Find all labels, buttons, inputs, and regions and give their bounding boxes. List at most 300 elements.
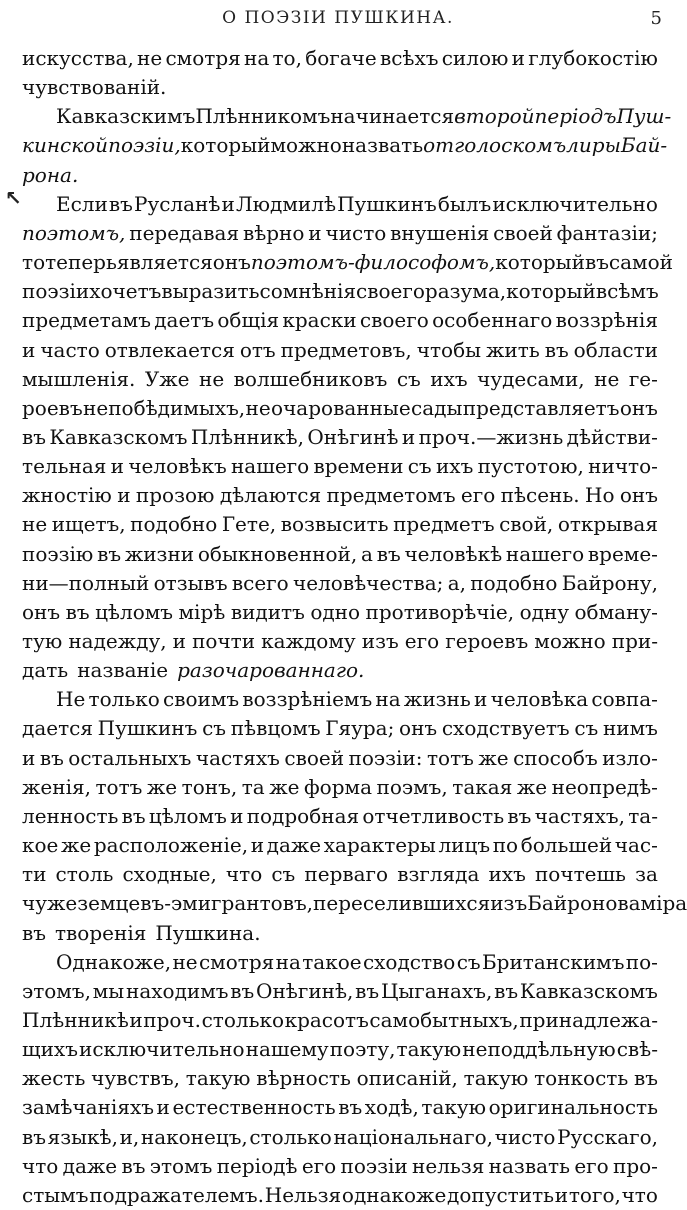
word: предметамъ <box>22 308 151 333</box>
word: даже <box>62 1153 118 1178</box>
word: то, <box>272 46 302 70</box>
word: естественность <box>172 1095 336 1120</box>
word: час- <box>614 833 658 858</box>
text-line <box>22 773 658 802</box>
word: жить <box>486 337 540 362</box>
word: совпа- <box>591 687 658 712</box>
text-line <box>22 1035 658 1064</box>
word: сходные, <box>122 862 217 887</box>
word: пѣвцомъ <box>230 716 321 741</box>
word: въ <box>507 803 532 828</box>
word: изъ <box>490 891 528 916</box>
word: онъ <box>619 483 658 508</box>
italic-word: поэзіи, <box>108 133 181 158</box>
word: изло- <box>602 745 658 770</box>
word: жесть <box>22 1066 86 1091</box>
word: оригинальность <box>488 1095 658 1120</box>
text-line <box>22 714 658 743</box>
word: нашего <box>230 454 310 479</box>
italic-word: періодъ <box>534 104 617 129</box>
word: же <box>478 745 509 770</box>
word: въ <box>121 803 146 828</box>
word: ходѣ, <box>364 1095 419 1120</box>
word: всѣхъ <box>379 46 439 70</box>
word: онъ <box>212 250 251 275</box>
word: и, <box>119 1124 140 1149</box>
word: глубокостію <box>528 46 658 70</box>
word: замѣчаніяхъ <box>22 1095 154 1120</box>
word: та- <box>628 803 658 828</box>
word: отвлекается <box>104 337 235 362</box>
word: на <box>275 949 301 974</box>
word: пѣсень. <box>500 483 580 508</box>
italic-word: лиры <box>566 133 621 158</box>
word: смотря <box>198 949 275 974</box>
word: даетъ <box>154 308 215 333</box>
word: принадлежа- <box>519 1007 658 1032</box>
word: свой, <box>499 512 554 537</box>
word: отзывъ <box>153 570 228 595</box>
word: обыкновенной, <box>197 541 358 566</box>
word: ихъ <box>435 454 474 479</box>
word: его <box>574 1153 609 1178</box>
word: такое <box>302 949 362 974</box>
word: за <box>635 862 658 887</box>
word: въ <box>65 599 90 624</box>
word: цѣломъ <box>95 599 174 624</box>
word: вѣрность <box>256 1066 351 1091</box>
text-line <box>22 73 658 102</box>
word: не <box>594 366 620 391</box>
word: поэту, <box>329 1037 396 1062</box>
word: разума, <box>424 279 507 304</box>
word: же <box>61 833 92 858</box>
word: такую <box>185 1066 251 1091</box>
word: въ <box>22 424 46 449</box>
italic-word: поэтомъ, <box>22 220 126 245</box>
word: Онѣгинѣ, <box>256 978 354 1003</box>
word: Не <box>56 687 86 712</box>
text-line <box>22 860 658 889</box>
word: богаче <box>305 46 377 70</box>
word: въ <box>22 920 46 945</box>
word: подробная <box>246 803 360 828</box>
word: остальныхъ <box>68 745 192 770</box>
text-line <box>22 102 672 131</box>
word: лицъ <box>438 833 491 858</box>
word: особеннаго <box>432 308 553 333</box>
text-line <box>22 423 658 452</box>
word: общія <box>217 308 280 333</box>
word: того, <box>568 1182 621 1207</box>
word: и <box>129 1007 143 1032</box>
word: который <box>180 133 271 158</box>
text-line <box>22 656 658 685</box>
text-line <box>22 306 658 335</box>
word: фантазіи; <box>556 220 658 245</box>
word: и <box>22 337 36 362</box>
word: краски <box>282 308 357 333</box>
word: проч. <box>143 1007 201 1032</box>
text-line <box>22 744 658 773</box>
word: большей <box>520 833 613 858</box>
word: представляетъ <box>462 395 620 420</box>
word: нимъ <box>602 716 658 741</box>
word: мышленія. <box>22 366 136 391</box>
word: почтешь <box>534 862 626 887</box>
word: столько <box>249 1124 332 1149</box>
text-line <box>22 598 658 627</box>
word: такую <box>463 1066 529 1091</box>
word: наконецъ, <box>140 1124 248 1149</box>
word: сады <box>411 395 463 420</box>
word: одно <box>310 599 361 624</box>
word: своимъ <box>163 687 240 712</box>
word: не <box>245 395 271 420</box>
word: Байрону, <box>561 570 658 595</box>
word: и <box>221 191 235 216</box>
word: всего <box>231 570 289 595</box>
word: жизни <box>124 541 195 566</box>
word: что <box>621 1182 658 1207</box>
word: этомъ <box>149 1153 213 1178</box>
word: нашего <box>505 541 585 566</box>
word: одну <box>519 599 570 624</box>
word: отчетливость <box>362 803 505 828</box>
word: въ <box>39 745 64 770</box>
word: поэзіи <box>22 279 90 304</box>
word: ге- <box>628 366 658 391</box>
text-line <box>22 452 658 481</box>
word: чужеземцевъ-эмигрантовъ, <box>22 891 314 916</box>
word: дѣлаются <box>219 483 322 508</box>
text-line <box>22 1123 658 1152</box>
word: его <box>460 483 496 508</box>
word: и <box>22 745 36 770</box>
word: ти <box>22 862 47 887</box>
word: же <box>146 774 178 799</box>
word: Байронова <box>527 891 641 916</box>
word: стымъ <box>22 1182 89 1207</box>
word: цѣломъ <box>148 803 227 828</box>
text-line <box>22 277 658 306</box>
word: красотъ <box>284 1007 369 1032</box>
word: не <box>22 512 48 537</box>
italic-word: отголоскомъ <box>423 133 567 158</box>
word: Русскаго, <box>557 1124 658 1149</box>
word: назвать <box>488 1153 570 1178</box>
word: Кавказскимъ <box>56 104 196 129</box>
word: такую <box>396 1037 462 1062</box>
word: женія, <box>22 774 91 799</box>
word: открывая <box>557 512 658 537</box>
word: этомъ, <box>22 978 91 1003</box>
text-line <box>22 1006 658 1035</box>
italic-word: кинской <box>22 133 109 158</box>
word: съ <box>202 716 226 741</box>
word: съ <box>574 716 599 741</box>
word: време- <box>587 541 658 566</box>
word: способъ <box>513 745 598 770</box>
word: чудесами, <box>477 366 585 391</box>
word: Гете, <box>221 512 277 537</box>
word: на <box>243 46 270 70</box>
word: очарованные <box>271 395 411 420</box>
word: воззрѣніемъ <box>242 687 373 712</box>
word: не <box>172 949 198 974</box>
word: съ <box>271 862 296 887</box>
word: такая <box>452 774 513 799</box>
word: подражателемъ. <box>89 1182 265 1207</box>
word: въ <box>634 1066 658 1091</box>
word: почти <box>192 629 256 653</box>
word: Однакоже, <box>56 949 172 974</box>
word: теперь <box>45 250 117 275</box>
word: періодѣ <box>216 1153 298 1178</box>
word: хочетъ <box>89 279 162 304</box>
word: столь <box>55 862 114 887</box>
word: Пушкина. <box>155 920 261 945</box>
text-line <box>22 569 658 598</box>
word: искусства, <box>22 46 134 70</box>
word: свѣ- <box>616 1037 658 1062</box>
word: возвысить <box>280 512 389 537</box>
word: своей <box>493 220 553 245</box>
text-line <box>22 219 658 248</box>
text-line <box>22 627 658 656</box>
word: Плѣнникѣ <box>22 1007 129 1032</box>
word: каждому <box>261 629 356 653</box>
word: національнаго, <box>333 1124 493 1149</box>
word: дается <box>22 716 93 741</box>
text-line <box>22 948 658 977</box>
word: онъ <box>619 395 658 420</box>
word: Плѣнникѣ, <box>190 424 304 449</box>
word: можно <box>534 629 606 653</box>
word: былъ <box>437 191 492 216</box>
word: частяхъ, <box>534 803 625 828</box>
word: переселившихся <box>313 891 491 916</box>
italic-word: Бай- <box>620 133 668 158</box>
word: тонъ, <box>181 774 238 799</box>
word: тельная <box>22 454 107 479</box>
word: и <box>117 483 131 508</box>
word: и <box>474 687 488 712</box>
word: не <box>137 46 163 70</box>
word: форма <box>304 774 373 799</box>
word: же <box>269 774 300 799</box>
word: языкѣ, <box>47 1124 118 1149</box>
word: обману- <box>574 599 658 624</box>
word: описаній, <box>356 1066 458 1091</box>
word: и <box>156 1095 170 1120</box>
word: поэмъ, <box>376 774 448 799</box>
word: нельзя <box>412 1153 485 1178</box>
word: человѣкѣ <box>404 541 503 566</box>
word: и <box>110 454 125 479</box>
text-line <box>22 1152 658 1181</box>
word: и <box>250 833 265 858</box>
word: неподдѣльную <box>462 1037 616 1062</box>
word: Пушкинъ <box>337 191 437 216</box>
word: тонкость <box>534 1066 629 1091</box>
text-line <box>22 977 658 1006</box>
word: героевъ <box>445 629 529 653</box>
word: области <box>573 337 658 362</box>
word: передавая <box>129 220 240 245</box>
word: ищетъ, <box>51 512 126 537</box>
word: Если <box>56 191 108 216</box>
word: при- <box>611 629 658 653</box>
word: предметомъ <box>326 483 456 508</box>
word: находимъ <box>126 978 229 1003</box>
word: по- <box>625 949 658 974</box>
text-line <box>22 919 658 948</box>
word: времени <box>313 454 404 479</box>
word: а, <box>447 570 466 595</box>
word: предметъ <box>393 512 495 537</box>
word: ни—полный <box>22 570 150 595</box>
word: ихъ <box>430 366 468 391</box>
word: въ <box>97 541 122 566</box>
word: допустить <box>447 1182 555 1207</box>
word: исключительно <box>79 1037 245 1062</box>
word: ихъ <box>488 862 526 887</box>
word: Онѣгинѣ <box>307 424 399 449</box>
word: только <box>88 687 160 712</box>
word: жизнь <box>403 687 471 712</box>
word: чисто <box>494 1124 556 1149</box>
word: въ <box>230 978 255 1003</box>
word: неопредѣ- <box>551 774 658 799</box>
word: можно <box>270 133 342 158</box>
word: часто <box>40 337 100 362</box>
word: отъ <box>239 337 276 362</box>
word: волшебниковъ <box>233 366 388 391</box>
text-line <box>22 161 658 190</box>
word: его <box>301 1153 337 1178</box>
word: предметовъ, <box>280 337 412 362</box>
word: Уже <box>144 366 190 391</box>
word: столько <box>201 1007 285 1032</box>
word: онъ <box>399 716 438 741</box>
word: является <box>116 250 213 275</box>
word: смотря <box>165 46 241 70</box>
word: про- <box>613 1153 658 1178</box>
word: та <box>241 774 265 799</box>
margin-annotation-mark: ↖ <box>5 186 22 210</box>
italic-word: поэтомъ-философомъ, <box>250 250 496 275</box>
text-line <box>22 1181 658 1210</box>
word: тую <box>22 629 63 653</box>
text-line <box>22 831 658 860</box>
word: тотъ <box>95 774 143 799</box>
word: изъ <box>361 629 399 653</box>
word: однакоже <box>341 1182 447 1207</box>
word: Кавказскомъ <box>519 978 658 1003</box>
italic-word: разочарованнаго. <box>177 658 365 683</box>
word: своего <box>359 308 429 333</box>
word: въ <box>338 1095 363 1120</box>
page-header <box>0 8 676 32</box>
word: своего <box>356 279 425 304</box>
word: роевъ <box>22 395 83 420</box>
word: Британскимъ <box>481 949 625 974</box>
word: человѣчества; <box>293 570 444 595</box>
word: непобѣдимыхъ, <box>83 395 246 420</box>
text-line <box>22 510 658 539</box>
word: человѣка <box>490 687 589 712</box>
word: чувствъ, <box>91 1066 181 1091</box>
text-line <box>22 394 658 423</box>
word: своей <box>284 745 345 770</box>
word: въ <box>22 1124 46 1149</box>
word: и <box>511 46 526 70</box>
word: такую <box>421 1095 487 1120</box>
text-line <box>22 1093 658 1122</box>
text-line <box>22 131 668 160</box>
italic-word: второй <box>454 104 535 129</box>
word: внушенія <box>390 220 490 245</box>
word: Гяура; <box>325 716 395 741</box>
word: подобно <box>470 570 558 595</box>
word: назвать <box>341 133 424 158</box>
word: дать <box>22 658 69 683</box>
text-line <box>22 481 658 510</box>
word: и <box>401 424 416 449</box>
word: дѣйстви- <box>566 424 658 449</box>
text-line <box>22 190 658 219</box>
word: Цыганахъ, <box>380 978 493 1003</box>
word: чисто <box>325 220 387 245</box>
word: и <box>230 803 244 828</box>
word: поэзію <box>22 541 94 566</box>
word: который <box>495 250 585 275</box>
word: Кавказскомъ <box>49 424 188 449</box>
text-line <box>22 802 658 831</box>
word: поэзіи: <box>348 745 423 770</box>
word: выразить <box>161 279 260 304</box>
word: проч.—жизнь <box>418 424 564 449</box>
word: и <box>172 629 186 653</box>
word: мы <box>92 978 125 1003</box>
word: прозою <box>135 483 215 508</box>
word: въ <box>494 978 519 1003</box>
word: вѣрно <box>242 220 305 245</box>
word: онъ <box>22 599 61 624</box>
word: сомнѣнія <box>259 279 357 304</box>
word: въ <box>121 1153 146 1178</box>
word: начинается <box>330 104 455 129</box>
word: характеры <box>323 833 436 858</box>
word: и <box>554 1182 569 1207</box>
word: сходство <box>362 949 456 974</box>
word: тотъ <box>426 745 474 770</box>
word: который <box>506 279 596 304</box>
word: надежду, <box>68 629 167 653</box>
word: что <box>225 862 263 887</box>
word: человѣкъ <box>128 454 227 479</box>
italic-word: рона. <box>22 162 79 187</box>
word: что <box>22 1153 59 1178</box>
word: самой <box>608 250 673 275</box>
word: силою <box>441 46 509 70</box>
word: и <box>308 220 322 245</box>
word: міра <box>640 891 687 916</box>
word: мірѣ <box>178 599 226 624</box>
word: чувствованій. <box>22 75 167 100</box>
word: съ <box>456 949 481 974</box>
